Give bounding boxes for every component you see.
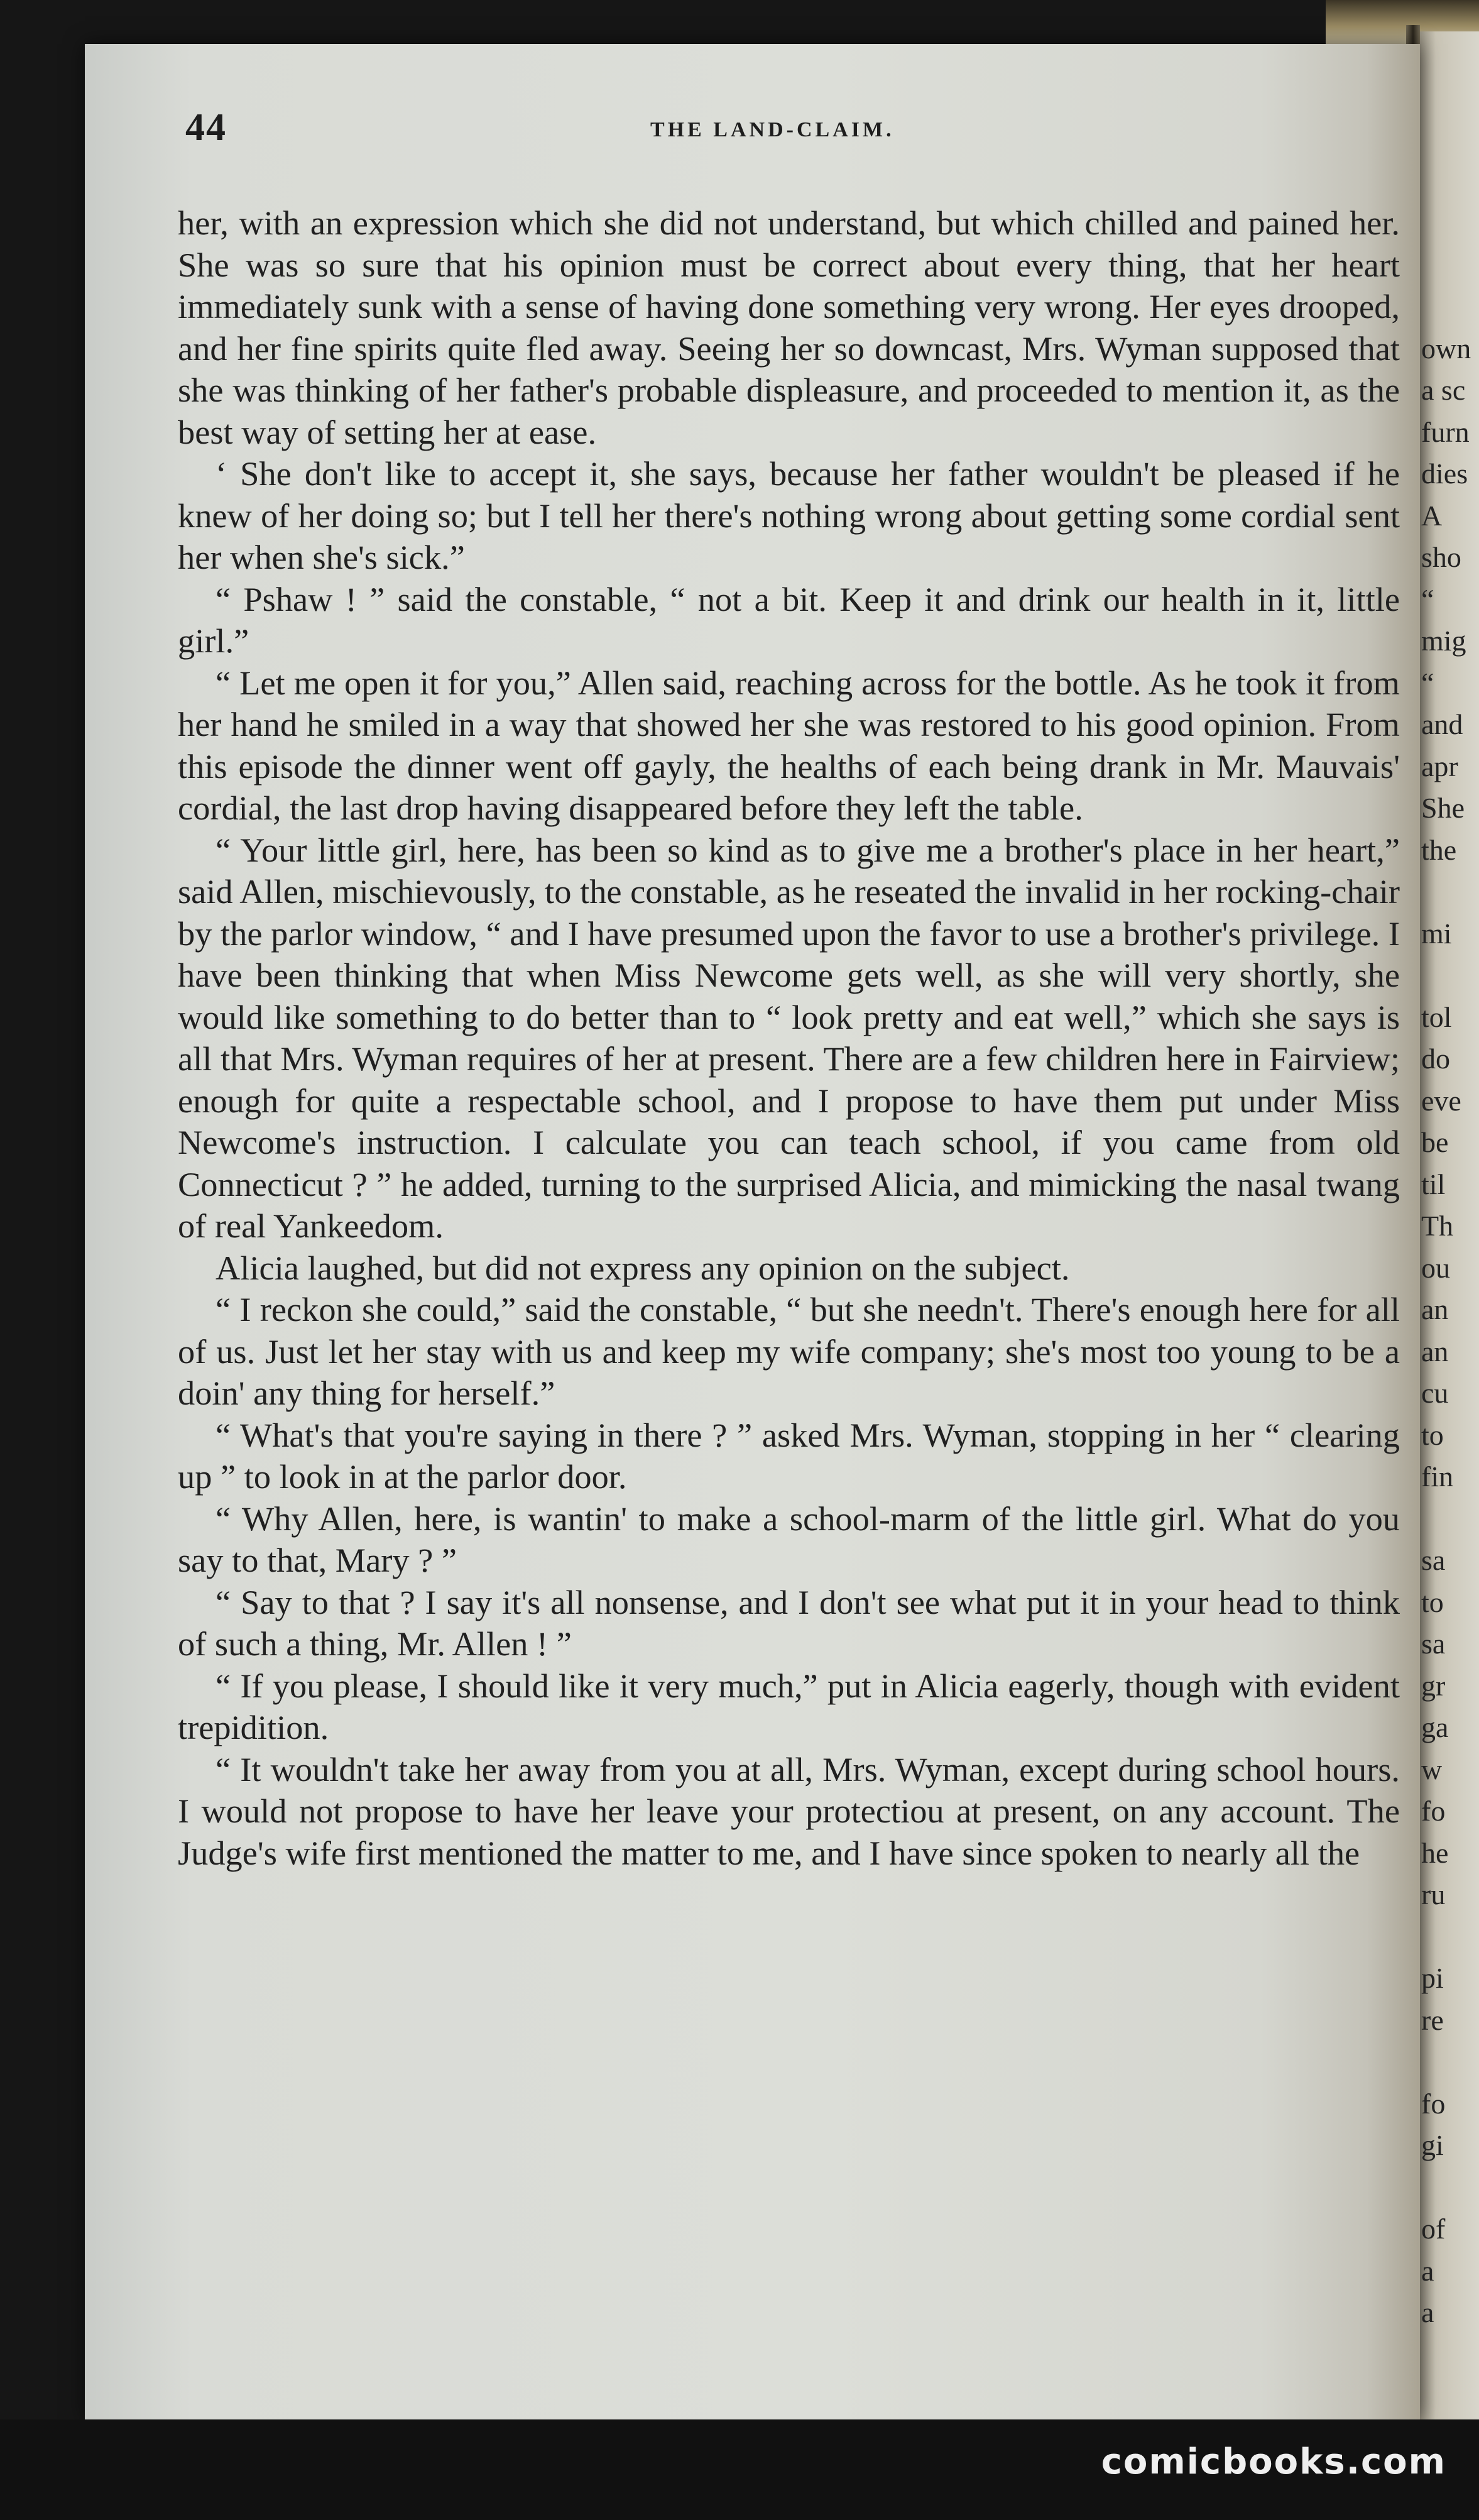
facing-page-fragment: mi xyxy=(1421,917,1452,950)
facing-page-fragment: a xyxy=(1421,2254,1434,2287)
facing-page-fragment: be xyxy=(1421,1126,1449,1158)
paragraph: “ I reckon she could,” said the constable, “ but she needn't. There's enough here for all of us. Just let her stay with us and keep my wife company; she's most too young to be a doin' any thing for herself.” xyxy=(178,1291,1400,1412)
facing-page-fragment: fo xyxy=(1421,2087,1446,2120)
facing-page-fragment: he xyxy=(1421,1836,1449,1869)
facing-page-fragment: dies xyxy=(1421,457,1468,490)
facing-page-fragment: cu xyxy=(1421,1377,1449,1409)
paragraph: “ Your little girl, here, has been so kind as to give me a brother's place in her heart,” said Allen, mischievously, to the constable, as he reseated the invalid in her rocking-chair by the parlor window, “ and I have presumed upon the favor to use a brother's privilege. I have been thinking that when Miss Newcome gets well, as she will very shortly, she would like something to do better than to “ look pretty and eat well,” which she says is all that Mrs. Wyman requires of her at present. There are a few children here in Fairview; enough for quite a respectable school, and I propose to have them put under Miss Newcome's instruction. I calculate you can teach school, if you came from old Connecticut ? ” he added, turning to the surprised Alicia, and mimicking the nasal twang of real Yankeedom. xyxy=(178,831,1400,1245)
facing-page-fragment: pi xyxy=(1421,1962,1444,1994)
facing-page-fragment: A xyxy=(1421,499,1443,532)
facing-page-fragment: gi xyxy=(1421,2129,1444,2161)
facing-page-text-fragments xyxy=(1421,202,1479,2334)
paragraph: Alicia laughed, but did not express any opinion on the subject. xyxy=(216,1249,1070,1287)
paragraph: “ Let me open it for you,” Allen said, reaching across for the bottle. As he took it from her hand he smiled in a way that showed her she was restored to his good opinion. From this episode the dinner went off gayly, the healths of each being drank in Mr. Mauvais' cordial, the last drop having disappeared before they left the table. xyxy=(178,664,1400,827)
facing-page-fragment: a sc xyxy=(1421,374,1466,406)
facing-page-fragment: of xyxy=(1421,2213,1446,2245)
facing-page-fragment: own xyxy=(1421,332,1471,364)
paragraph: “ It wouldn't take her away from you at all, Mrs. Wyman, except during school hours. I would not propose to have her leave your protectiou at present, on any account. The Judge's wife first mentioned the matter to me, and I have since spoken to nearly all the xyxy=(178,1750,1400,1872)
facing-page-fragment xyxy=(1421,202,1479,244)
facing-page-fragment xyxy=(1421,1916,1479,1958)
facing-page-fragment xyxy=(1421,2041,1479,2083)
facing-page-fragment: sa xyxy=(1421,1544,1446,1576)
facing-page-fragment: an xyxy=(1421,1293,1449,1325)
facing-page-fragment xyxy=(1421,871,1479,913)
watermark: comicbooks.com xyxy=(1101,2441,1446,2482)
facing-page-fragment: Th xyxy=(1421,1210,1454,1242)
paragraph: “ Why Allen, here, is wantin' to make a school-marm of the little girl. What do you say to that, Mary ? ” xyxy=(178,1499,1400,1579)
page-number: 44 xyxy=(185,106,227,149)
facing-page-fragment xyxy=(1421,2167,1479,2209)
paragraph: “ Say to that ? I say it's all nonsense, and I don't see what put it in your head to think of such a thing, Mr. Allen ! ” xyxy=(178,1583,1400,1663)
facing-page-fragment xyxy=(1421,244,1479,287)
facing-page-fragment: “ xyxy=(1421,666,1434,699)
facing-page-fragment: to xyxy=(1421,1418,1444,1451)
facing-page-fragment: an xyxy=(1421,1335,1449,1367)
facing-page-fragment: fo xyxy=(1421,1795,1446,1827)
facing-page-fragment: to xyxy=(1421,1586,1444,1618)
facing-page-fragment xyxy=(1421,955,1479,997)
facing-page-fragment: gr xyxy=(1421,1669,1446,1702)
facing-page-fragment xyxy=(1421,1498,1479,1540)
facing-page-fragment: mig xyxy=(1421,625,1466,657)
facing-page-fragment: sa xyxy=(1421,1628,1446,1660)
paragraph: “ If you please, I should like it very much,” put in Alicia eagerly, though with evident trepidition. xyxy=(178,1667,1400,1746)
facing-page-fragment: ru xyxy=(1421,1878,1446,1910)
page-body-text xyxy=(178,202,1400,1874)
facing-page-fragment: furn xyxy=(1421,415,1470,448)
paragraph: her, with an expression which she did not understand, but which chilled and pained her. She was so sure that his opinion must be correct about every thing, that her heart immediately sunk with a sense of having done something very wrong. Her eyes drooped, and her fine spirits quite fled away. Seeing her so downcast, Mrs. Wyman supposed that she was thinking of her father's probable displeasure, and proceeded to mention it, as the best way of setting her at ease. xyxy=(178,204,1400,451)
facing-page-fragment: eve xyxy=(1421,1084,1461,1117)
facing-page-fragment: do xyxy=(1421,1043,1450,1075)
facing-page-fragment: sho xyxy=(1421,541,1461,573)
facing-page-fragment: the xyxy=(1421,833,1457,866)
facing-page-fragment: w xyxy=(1421,1753,1443,1785)
facing-page-fragment: fin xyxy=(1421,1460,1454,1493)
facing-page-fragment xyxy=(1421,286,1479,328)
facing-page-fragment: apr xyxy=(1421,750,1458,782)
paragraph: “ What's that you're saying in there ? ” asked Mrs. Wyman, stopping in her “ clearing up ” to look in at the parlor door. xyxy=(178,1416,1400,1496)
running-title: THE LAND-CLAIM. xyxy=(650,118,895,141)
facing-page-fragment: “ xyxy=(1421,583,1434,615)
facing-page-fragment: re xyxy=(1421,2003,1444,2036)
facing-page-fragment: a xyxy=(1421,2296,1434,2328)
facing-page-fragment: She xyxy=(1421,792,1465,824)
paragraph: “ Pshaw ! ” said the constable, “ not a bit. Keep it and drink our health in it, little girl.” xyxy=(178,580,1400,660)
facing-page-fragment: tol xyxy=(1421,1000,1452,1033)
facing-page-fragment: ou xyxy=(1421,1251,1450,1284)
facing-page-fragment: ga xyxy=(1421,1711,1449,1743)
facing-page-fragment: and xyxy=(1421,708,1463,740)
paragraph: ‘ She don't like to accept it, she says, because her father wouldn't be pleased if he knew of her doing so; but I tell her there's nothing wrong about getting some cordial sent her when she's sick.” xyxy=(178,455,1400,576)
running-head xyxy=(185,106,1379,150)
facing-page-fragment: til xyxy=(1421,1168,1446,1200)
